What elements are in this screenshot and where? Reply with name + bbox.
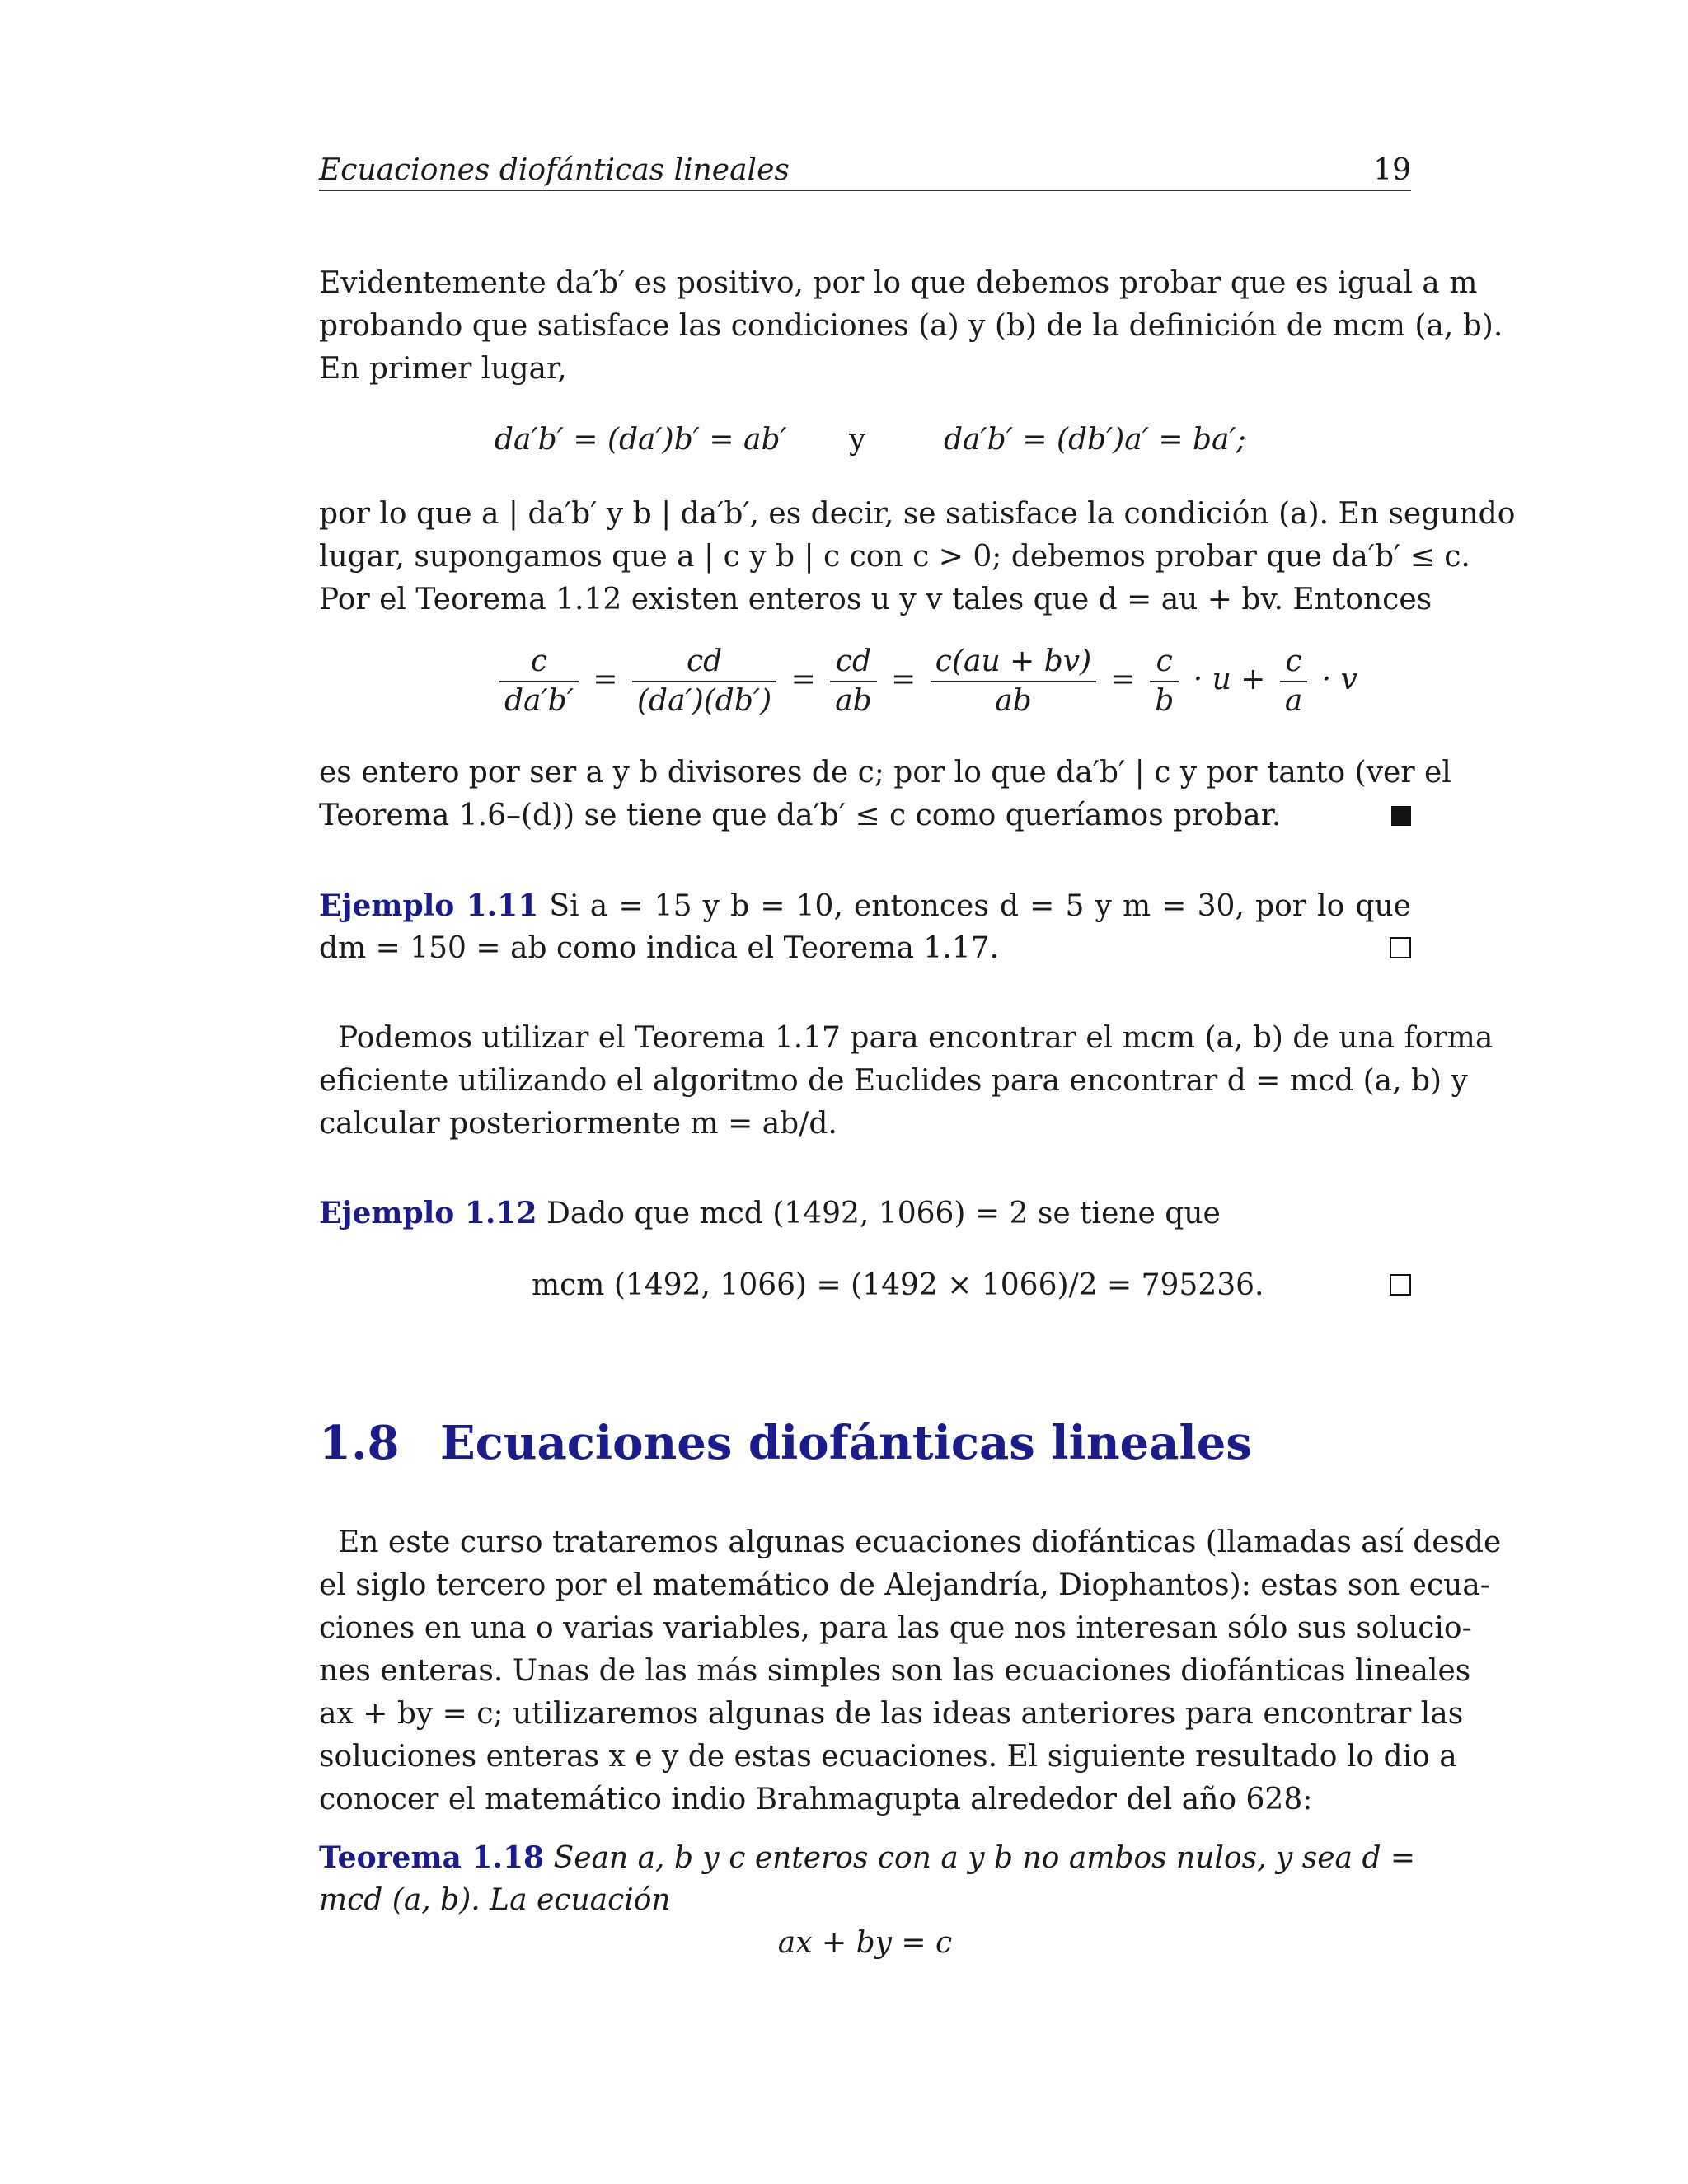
page-number: 19 <box>1373 153 1411 187</box>
fraction: $\frac{cd}{(da')(db')}$ <box>632 643 776 720</box>
end-of-example-icon <box>1390 1274 1411 1296</box>
equals-sign: = <box>790 663 816 696</box>
example-1-12-equation-line <box>319 1264 1411 1310</box>
fraction: $\frac{c}{b}$ <box>1150 643 1179 720</box>
example-label: Ejemplo 1.12 <box>319 1196 537 1230</box>
proof-line: es entero por ser a y b divisores de c; por lo que da′b′ | c y por tanto (ver el <box>319 756 1451 790</box>
fraction: $\frac{c}{da'b'}$ <box>499 643 579 720</box>
theorem-label: Teorema 1.18 <box>319 1840 545 1875</box>
fraction-equation <box>495 643 1357 733</box>
equation-term: · u + <box>1193 663 1266 696</box>
example-1-11-line <box>319 884 1411 930</box>
proof-line: En primer lugar, <box>319 352 567 386</box>
paragraph-line: soluciones enteras x e y de estas ecuaciones. El siguiente resultado lo dio a <box>319 1740 1457 1774</box>
proof-line: por lo que a | da′b′ y b | da′b′, es decir, se satisface la condición (a). En segundo <box>319 497 1516 531</box>
paragraph-line: En este curso trataremos algunas ecuaciones diofánticas (llamadas así desde <box>338 1526 1502 1559</box>
paragraph-line: eficiente utilizando el algoritmo de Euclides para encontrar d = mcd (a, b) y <box>319 1064 1468 1098</box>
equals-sign: = <box>891 663 917 696</box>
paragraph-line: conocer el matemático indio Brahmagupta alrededor del año 628: <box>319 1783 1313 1816</box>
display-equation: mcm (1492, 1066) = (1492 × 1066)/2 = 795236. <box>532 1268 1264 1302</box>
section-title: Ecuaciones diofánticas lineales <box>440 1416 1252 1470</box>
paragraph-line: Podemos utilizar el Teorema 1.17 para encontrar el mcm (a, b) de una forma <box>338 1021 1493 1055</box>
theorem-text: Sean a, b y c enteros con a y b no ambos nulos, y sea d = <box>553 1841 1416 1875</box>
example-1-12-line <box>319 1192 1411 1238</box>
example-text: dm = 150 = ab como indica el Teorema 1.17. <box>319 931 999 965</box>
running-header <box>319 153 1411 199</box>
equation-right: da′b′ = (db′)a′ = ba′; <box>944 423 1246 457</box>
example-text: Si a = 15 y b = 10, entonces d = 5 y m = 30, por lo que <box>549 889 1411 923</box>
end-of-example-icon <box>1390 937 1411 958</box>
proof-line: probando que satisface las condiciones (a) y (b) de la definición de mcm (a, b). <box>319 309 1503 343</box>
equation-conjunction: y <box>849 423 866 457</box>
fraction: $\frac{cd}{ab}$ <box>830 643 877 720</box>
paragraph-line: el siglo tercero por el matemático de Alejandría, Diophantos): estas son ecua- <box>319 1568 1490 1602</box>
equation-term: · v <box>1321 663 1357 696</box>
paragraph-line: ciones en una o varias variables, para las que nos interesan sólo sus solucio- <box>319 1611 1472 1645</box>
running-title: Ecuaciones diofánticas lineales <box>319 153 790 187</box>
paragraph-line: calcular posteriormente m = ab/d. <box>319 1107 837 1141</box>
section-heading <box>319 1416 1411 1482</box>
equals-sign: = <box>593 663 618 696</box>
equation-left: da′b′ = (da′)b′ = ab′ <box>495 423 787 457</box>
paragraph-line: nes enteras. Unas de las más simples son las ecuaciones diofánticas lineales <box>319 1654 1471 1688</box>
fraction: $\frac{c(au + bv)}{ab}$ <box>931 643 1096 720</box>
proof-line-text: Teorema 1.6–(d)) se tiene que da′b′ ≤ c como queríamos probar. <box>319 799 1282 832</box>
proof-line: lugar, supongamos que a | c y b | c con c > 0; debemos probar que da′b′ ≤ c. <box>319 540 1470 574</box>
example-1-11-line <box>319 927 1411 973</box>
example-text: Dado que mcd (1492, 1066) = 2 se tiene que <box>546 1197 1221 1230</box>
fraction: $\frac{c}{a}$ <box>1280 643 1307 720</box>
paragraph-line: ax + by = c; utilizaremos algunas de las ideas anteriores para encontrar las <box>319 1697 1464 1731</box>
equals-sign: = <box>1110 663 1136 696</box>
theorem-line <box>319 1836 1416 1882</box>
section-number: 1.8 <box>319 1416 400 1470</box>
proof-line: Por el Teorema 1.12 existen enteros u y v tales que d = au + bv. Entonces <box>319 583 1432 616</box>
theorem-equation: ax + by = c <box>777 1926 953 1960</box>
example-label: Ejemplo 1.11 <box>319 888 539 923</box>
theorem-line: mcd (a, b). La ecuación <box>319 1883 671 1917</box>
end-of-proof-icon <box>1391 806 1411 826</box>
proof-line-last <box>319 794 1411 841</box>
header-rule <box>319 190 1411 191</box>
proof-line: Evidentemente da′b′ es positivo, por lo que debemos probar que es igual a m <box>319 266 1478 300</box>
